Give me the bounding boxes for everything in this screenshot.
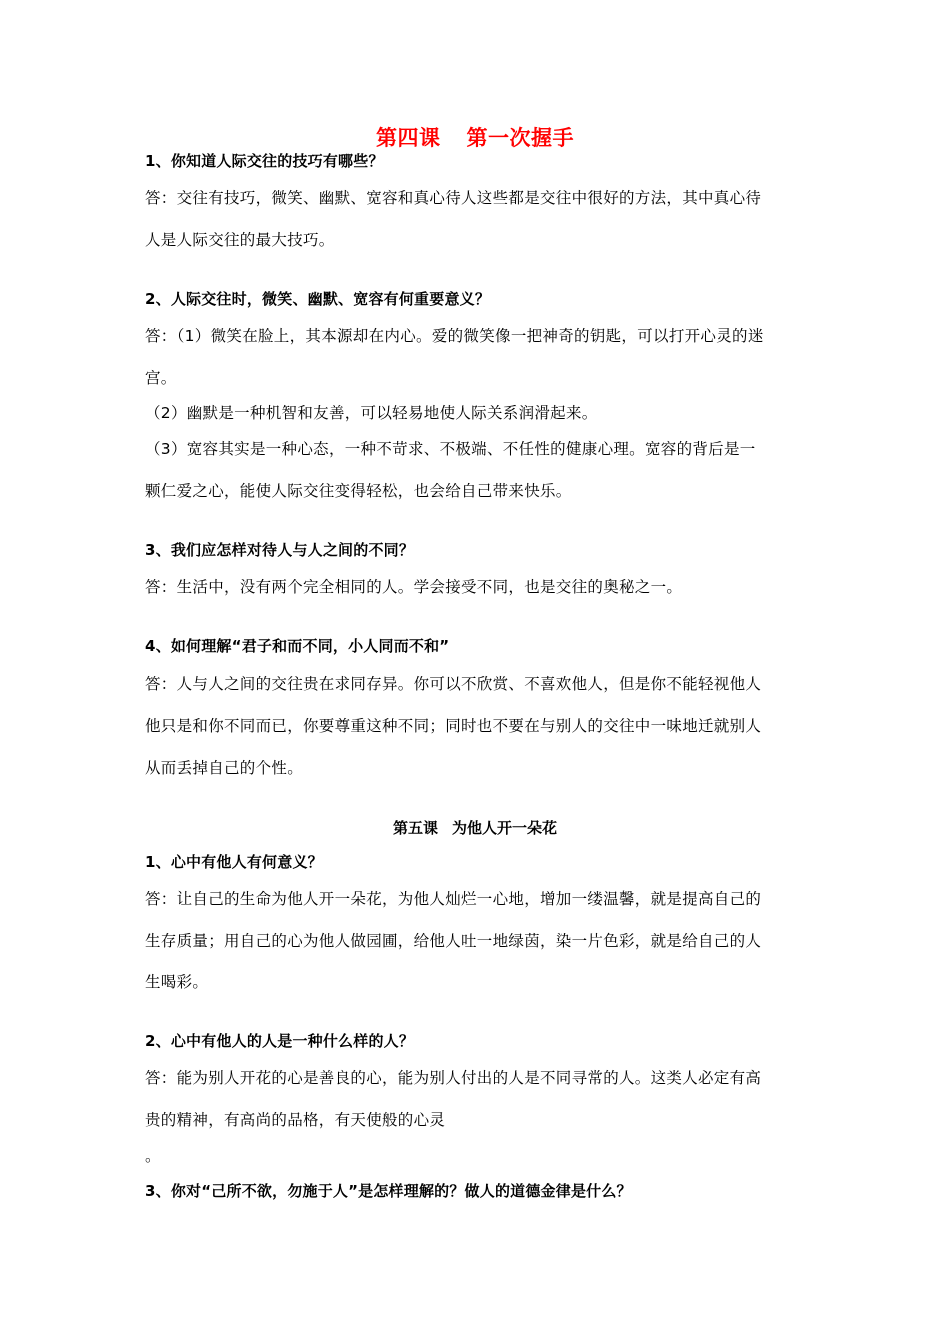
lesson4-q2-answer-line: 宫。	[145, 369, 177, 387]
lesson4-title	[0, 124, 950, 152]
lesson4-q4-question: 4、如何理解“君子和而不同，小人同而不和”	[145, 637, 450, 655]
lesson4-q4-answer-line: 他只是和你不同而已，你要尊重这种不同；同时也不要在与别人的交往中一味地迁就别人	[145, 717, 762, 735]
lesson4-q2-answer-line: 答：（1）微笑在脸上，其本源却在内心。爱的微笑像一把神奇的钥匙，可以打开心灵的迷	[145, 327, 764, 345]
lesson5-q1-question: 1、心中有他人有何意义？	[145, 853, 323, 871]
lesson4-q4-answer-line: 从而丢掉自己的个性。	[145, 759, 304, 777]
lesson5-q1-answer-line: 答：让自己的生命为他人开一朵花，为他人灿烂一心地，增加一缕温馨，就是提高自己的	[145, 890, 762, 908]
lesson4-q1-question: 1、你知道人际交往的技巧有哪些？	[145, 152, 384, 170]
lesson5-q3-question: 3、你对“己所不欲，勿施于人”是怎样理解的？做人的道德金律是什么？	[145, 1182, 632, 1200]
lesson5-q1-answer-line: 生存质量；用自己的心为他人做园圃，给他人吐一地绿茵，染一片色彩，就是给自己的人	[145, 932, 762, 950]
lesson5-q2-question: 2、心中有他人的人是一种什么样的人？	[145, 1032, 415, 1050]
lesson4-title-name: 第一次握手	[466, 126, 574, 150]
lesson4-q2-answer-line: （3）宽容其实是一种心态，一种不苛求、不极端、不任性的健康心理。宽容的背后是一	[145, 440, 756, 458]
lesson4-q3-question: 3、我们应怎样对待人与人之间的不同？	[145, 541, 415, 559]
lesson5-title	[0, 818, 950, 838]
lesson5-title-name: 为他人开一朵花	[452, 819, 558, 837]
lesson5-title-number: 第五课	[392, 819, 438, 837]
lesson4-q1-answer-line: 答：交往有技巧，微笑、幽默、宽容和真心待人这些都是交往中很好的方法，其中真心待	[145, 189, 762, 207]
lesson4-q2-answer-line: （2）幽默是一种机智和友善，可以轻易地使人际关系润滑起来。	[145, 404, 598, 422]
lesson4-q2-question: 2、人际交往时，微笑、幽默、宽容有何重要意义？	[145, 290, 491, 308]
lesson5-q1-answer-line: 生喝彩。	[145, 973, 209, 991]
lesson5-q2-answer-line: 。	[145, 1147, 161, 1165]
lesson5-q2-answer-line: 答：能为别人开花的心是善良的心，能为别人付出的人是不同寻常的人。这类人必定有高	[145, 1069, 762, 1087]
lesson4-q2-answer-line: 颗仁爱之心，能使人际交往变得轻松，也会给自己带来快乐。	[145, 482, 572, 500]
lesson5-q2-answer-line: 贵的精神，有高尚的品格，有天使般的心灵	[145, 1111, 446, 1129]
lesson4-title-number: 第四课	[376, 126, 441, 150]
lesson4-q4-answer-line: 答：人与人之间的交往贵在求同存异。你可以不欣赏、不喜欢他人，但是你不能轻视他人	[145, 675, 762, 693]
lesson4-q1-answer-line: 人是人际交往的最大技巧。	[145, 231, 335, 249]
lesson4-q3-answer-line: 答：生活中，没有两个完全相同的人。学会接受不同，也是交往的奥秘之一。	[145, 578, 683, 596]
